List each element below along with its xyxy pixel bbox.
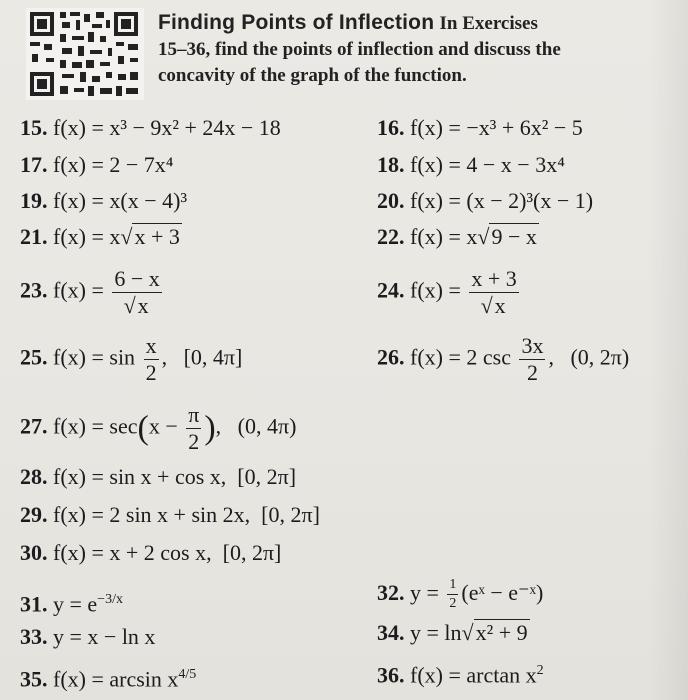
- exercise-34: 34. y = ln√x² + 9: [377, 620, 528, 645]
- exercise-15: 15. f(x) = x³ − 9x² + 24x − 18: [20, 115, 281, 140]
- qr-code-icon: [26, 8, 144, 100]
- exercise-24: 24. f(x) = $\frac{x + 3}{√x}$: [377, 266, 517, 318]
- exercise-20: 20. f(x) = (x − 2)³(x − 1): [377, 188, 594, 213]
- exercise-19: 19. f(x) = x(x − 4)³: [20, 188, 188, 213]
- exercise-17: 17. f(x) = 2 − 7x⁴: [20, 152, 174, 177]
- page-shadow: [648, 0, 688, 700]
- exercise-28: 28. f(x) = sin x + cos x, [0, 2π]: [20, 464, 297, 489]
- section-title: Finding Points of Inflection: [158, 11, 435, 34]
- exercises-label: In Exercises: [439, 13, 538, 34]
- exercise-27: 27. f(x) = sec(x − $\frac{\pi}{2}$ ), (0, 4π): [20, 402, 297, 454]
- exercise-22: 22. f(x) = x√9 − x: [377, 224, 537, 249]
- exercise-36: 36. $f(x) = \arctan x^2$: [377, 662, 544, 688]
- exercise-30: 30. f(x) = x + 2 cos x, [0, 2π]: [20, 540, 282, 565]
- exercise-23: 23. f(x) = $\frac{6 - x}{√x}$: [20, 266, 160, 318]
- exercise-26: 26. f(x) = 2 csc $\frac{3x}{2}$ , (0, 2π): [377, 333, 630, 385]
- exercise-16: 16. f(x) = −x³ + 6x² − 5: [377, 115, 583, 140]
- exercise-21: 21. f(x) = x√x + 3: [20, 224, 180, 249]
- exercise-25: 25. f(x) = sin $\frac{x}{2}$ , [0, 4π]: [20, 333, 243, 385]
- instructions-line-2: 15–36, find the points of inflection and discuss the: [158, 39, 561, 60]
- exercise-32: 32. y = $\frac{1}{2}$ (eˣ − e⁻ˣ): [377, 577, 544, 612]
- exercise-35: 35. $f(x) = \arcsin x^{4/5}$: [20, 666, 197, 692]
- exercise-29: 29. f(x) = 2 sin x + sin 2x, [0, 2π]: [20, 502, 320, 527]
- section-header: [158, 10, 678, 89]
- exercise-31: 31. $y = e^{-3/x}$: [20, 591, 123, 617]
- instructions-line-3: concavity of the graph of the function.: [158, 65, 467, 86]
- exercise-33: 33. y = x − ln x: [20, 624, 156, 649]
- exercise-18: 18. f(x) = 4 − x − 3x⁴: [377, 152, 565, 177]
